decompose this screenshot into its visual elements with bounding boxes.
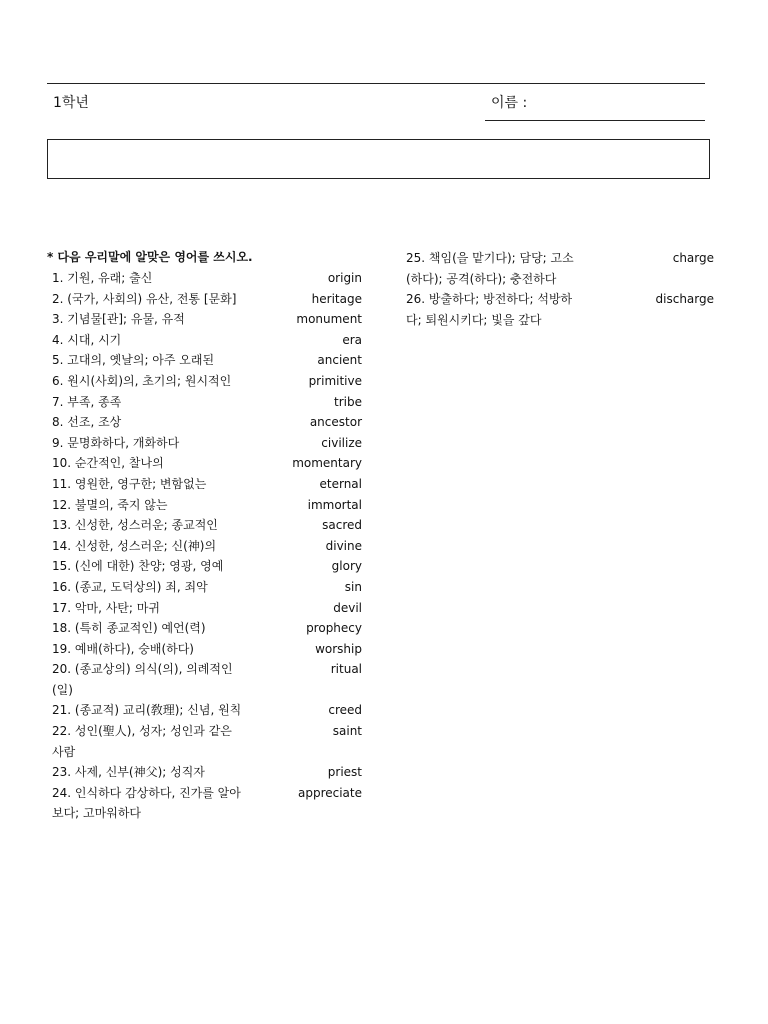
english-word: heritage — [311, 291, 362, 306]
instruction-text: * 다음 우리말에 알맞은 영어를 쓰시오. — [47, 250, 253, 264]
korean-meaning: 6. 원시(사회)의, 초기의; 원시적인 — [52, 373, 232, 388]
vocab-item — [52, 700, 362, 721]
vocab-item — [52, 556, 362, 577]
name-label: 이름 : — [491, 95, 528, 111]
vocab-item — [52, 536, 362, 557]
vocab-item — [52, 618, 362, 639]
english-word: worship — [315, 641, 362, 656]
korean-meaning: 14. 신성한, 성스러운; 신(神)의 — [52, 538, 217, 553]
korean-meaning: 16. (종교, 도덕상의) 죄, 죄악 — [52, 579, 208, 594]
vocab-item — [52, 495, 362, 516]
vocab-item — [52, 433, 362, 454]
korean-meaning: 26. 방출하다; 방전하다; 석방하다; 퇴원시키다; 빛을 갚다 — [406, 292, 573, 327]
english-word: devil — [333, 600, 362, 615]
vocab-item — [52, 474, 362, 495]
korean-meaning: 4. 시대, 시기 — [52, 332, 122, 347]
korean-meaning: 11. 영원한, 영구한; 변함없는 — [52, 476, 207, 491]
vocab-item — [52, 289, 362, 310]
english-word: origin — [327, 271, 362, 285]
korean-meaning: 21. (종교적) 교리(敎理); 신념, 원칙 — [52, 703, 242, 718]
english-word: priest — [327, 765, 362, 780]
english-word: charge — [672, 251, 714, 265]
vocab-item — [406, 248, 714, 289]
english-word: immortal — [307, 497, 362, 512]
english-word: ancestor — [309, 415, 362, 430]
korean-meaning: 13. 신성한, 성스러운; 종교적인 — [52, 518, 218, 533]
english-word: appreciate — [297, 785, 362, 800]
korean-meaning: 1. 기원, 유래; 출신 — [52, 271, 153, 285]
vocab-item — [52, 577, 362, 598]
korean-meaning: 25. 책임(을 맡기다); 담당; 고소(하다); 공격(하다); 충전하다 — [406, 251, 574, 286]
vocab-item — [52, 350, 362, 371]
english-word: sin — [344, 579, 362, 594]
name-underline — [485, 120, 705, 121]
korean-meaning: 22. 성인(聖人), 성자; 성인과 같은 사람 — [52, 724, 232, 759]
vocab-item — [52, 412, 362, 433]
korean-meaning: 19. 예배(하다), 숭배(하다) — [52, 641, 194, 656]
vocab-item — [52, 309, 362, 330]
english-word: sacred — [322, 518, 362, 533]
vocab-item — [52, 762, 362, 783]
vocab-item — [52, 392, 362, 413]
korean-meaning: 15. (신에 대한) 찬양; 영광, 영예 — [52, 559, 224, 574]
english-word: civilize — [321, 435, 362, 450]
korean-meaning: 12. 불멸의, 죽지 않는 — [52, 497, 168, 512]
header-top-rule — [47, 83, 705, 84]
korean-meaning: 17. 악마, 사탄; 마귀 — [52, 600, 160, 615]
korean-meaning: 10. 순간적인, 찰나의 — [52, 456, 164, 471]
vocab-list-right — [406, 248, 714, 330]
korean-meaning: 18. (특히 종교적인) 예언(력) — [52, 621, 206, 636]
english-word: discharge — [655, 292, 714, 307]
english-word: creed — [328, 703, 362, 718]
answer-box[interactable] — [47, 139, 710, 179]
korean-meaning: 7. 부족, 종족 — [52, 394, 122, 409]
english-word: saint — [332, 724, 362, 739]
vocab-item — [52, 453, 362, 474]
vocab-item — [52, 659, 362, 700]
english-word: ancient — [317, 353, 362, 368]
english-word: eternal — [319, 476, 362, 491]
vocab-item — [406, 289, 714, 330]
vocab-item — [52, 639, 362, 660]
english-word: tribe — [334, 394, 362, 409]
english-word: ritual — [330, 662, 362, 677]
korean-meaning: 2. (국가, 사회의) 유산, 전통 [문화] — [52, 291, 237, 306]
english-word: momentary — [292, 456, 362, 471]
korean-meaning: 8. 선조, 조상 — [52, 415, 122, 430]
korean-meaning: 3. 기념물[관]; 유물, 유적 — [52, 312, 185, 327]
vocab-item — [52, 371, 362, 392]
english-word: prophecy — [306, 621, 362, 636]
vocab-item — [52, 330, 362, 351]
grade-label: 1학년 — [53, 95, 89, 111]
english-word: era — [342, 332, 362, 347]
english-word: glory — [331, 559, 362, 574]
korean-meaning: 24. 인식하다 감상하다, 진가를 알아보다; 고마워하다 — [52, 785, 241, 821]
vocab-item — [52, 598, 362, 619]
korean-meaning: 20. (종교상의) 의식(의), 의례적인 (일) — [52, 662, 233, 697]
vocab-item — [52, 515, 362, 536]
english-word: divine — [325, 538, 362, 553]
korean-meaning: 5. 고대의, 옛날의; 아주 오래된 — [52, 353, 215, 368]
vocab-item — [52, 783, 362, 824]
english-word: primitive — [308, 373, 362, 388]
vocab-item — [52, 268, 362, 289]
vocab-item — [52, 721, 362, 762]
english-word: monument — [296, 312, 362, 327]
korean-meaning: 23. 사제, 신부(神父); 성직자 — [52, 765, 205, 780]
vocab-list-left — [52, 268, 362, 824]
korean-meaning: 9. 문명화하다, 개화하다 — [52, 435, 180, 450]
